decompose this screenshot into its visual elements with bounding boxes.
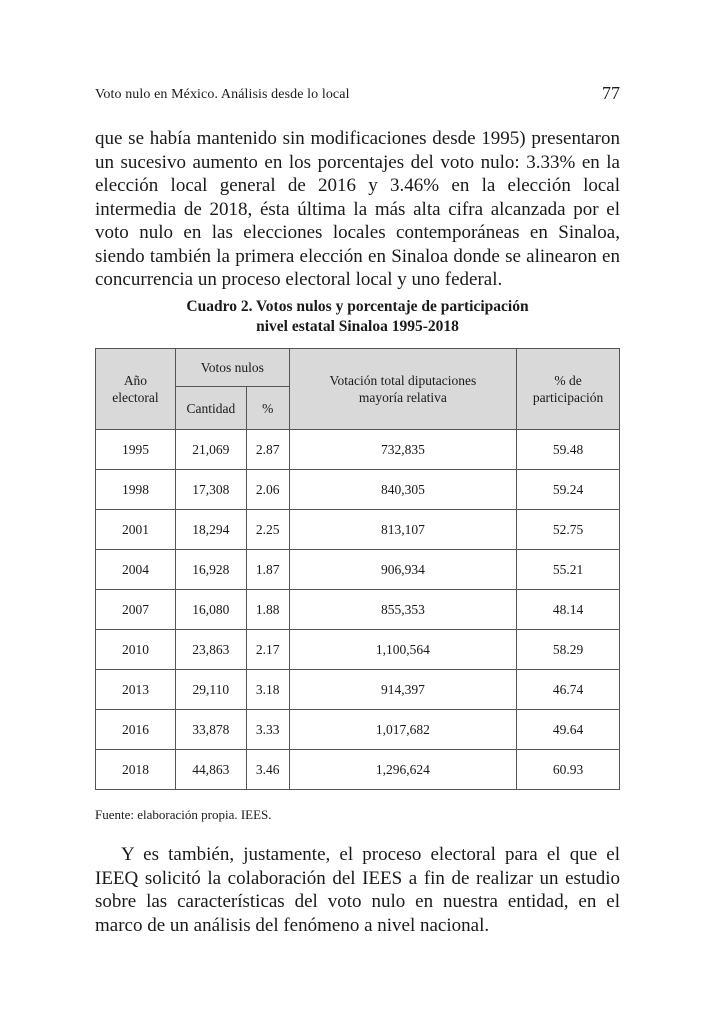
cell-total: 840,305 [289,470,516,510]
header-participation: % de participación [517,349,620,430]
cell-total: 914,397 [289,670,516,710]
cell-percent: 2.06 [246,470,289,510]
cell-quantity: 21,069 [175,430,246,470]
cell-quantity: 29,110 [175,670,246,710]
table-row [96,550,620,590]
cell-year: 2018 [96,750,176,790]
header-null-votes: Votos nulos [175,349,289,387]
paragraph-intro: que se había mantenido sin modificaciones desde 1995) presentaron un sucesivo aumento en los porcentajes del voto nulo: 3.33% en la elección local general de 2016 y 3.46% en la elección local intermedia de 2018, ésta última la más alta cifra alcanzada por el voto nulo en las elecciones locales contemporáneas en Sinaloa, siendo también la primera elección en Sinaloa donde se alinearon en concurrencia un proceso electoral local y uno federal. [95,128,620,290]
cell-year: 1998 [96,470,176,510]
cell-total: 906,934 [289,550,516,590]
running-head: Voto nulo en México. Análisis desde lo local [95,87,350,102]
cell-quantity: 16,928 [175,550,246,590]
cell-year: 2010 [96,630,176,670]
table-row [96,630,620,670]
caption-line-2: nivel estatal Sinaloa 1995-2018 [256,318,459,335]
header-percent: % [246,387,289,430]
cell-percent: 2.25 [246,510,289,550]
cell-total: 1,100,564 [289,630,516,670]
cell-percent: 3.46 [246,750,289,790]
cell-participation: 59.24 [517,470,620,510]
cell-quantity: 23,863 [175,630,246,670]
cell-quantity: 44,863 [175,750,246,790]
caption-line-1: Cuadro 2. Votos nulos y porcentaje de participación [186,298,529,315]
table-row [96,750,620,790]
cell-participation: 46.74 [517,670,620,710]
cell-year: 1995 [96,430,176,470]
table-row [96,590,620,630]
cell-participation: 52.75 [517,510,620,550]
cell-quantity: 17,308 [175,470,246,510]
table-row [96,510,620,550]
cell-percent: 2.87 [246,430,289,470]
cell-total: 1,017,682 [289,710,516,750]
cell-year: 2007 [96,590,176,630]
paragraph-closing: Y es también, justamente, el proceso electoral para el que el IEEQ solicitó la colaboración del IEES a fin de realizar un estudio sobre las características del voto nulo en nuestra entidad, en el marco de un análisis del fenómeno a nivel nacional. [95,844,620,936]
cell-percent: 2.17 [246,630,289,670]
cell-participation: 49.64 [517,710,620,750]
cell-total: 855,353 [289,590,516,630]
header-total-votes: Votación total diputaciones mayoría relativa [289,349,516,430]
table-source: Fuente: elaboración propia. IEES. [95,807,272,822]
cell-year: 2004 [96,550,176,590]
cell-participation: 59.48 [517,430,620,470]
cell-quantity: 18,294 [175,510,246,550]
page-number: 77 [602,83,620,103]
header-quantity: Cantidad [175,387,246,430]
cell-year: 2001 [96,510,176,550]
header-year: Año electoral [96,349,176,430]
cell-year: 2016 [96,710,176,750]
cell-total: 813,107 [289,510,516,550]
table-caption [95,297,620,337]
cell-percent: 1.88 [246,590,289,630]
cell-percent: 3.33 [246,710,289,750]
cell-quantity: 33,878 [175,710,246,750]
cell-total: 732,835 [289,430,516,470]
cell-participation: 60.93 [517,750,620,790]
cell-total: 1,296,624 [289,750,516,790]
table-row [96,430,620,470]
table-body [96,430,620,790]
table-row [96,470,620,510]
cell-participation: 55.21 [517,550,620,590]
page-header [95,83,620,107]
cell-participation: 58.29 [517,630,620,670]
table-row [96,670,620,710]
cell-participation: 48.14 [517,590,620,630]
cell-percent: 3.18 [246,670,289,710]
cell-percent: 1.87 [246,550,289,590]
cell-year: 2013 [96,670,176,710]
data-table [95,348,620,790]
cell-quantity: 16,080 [175,590,246,630]
table-row [96,710,620,750]
